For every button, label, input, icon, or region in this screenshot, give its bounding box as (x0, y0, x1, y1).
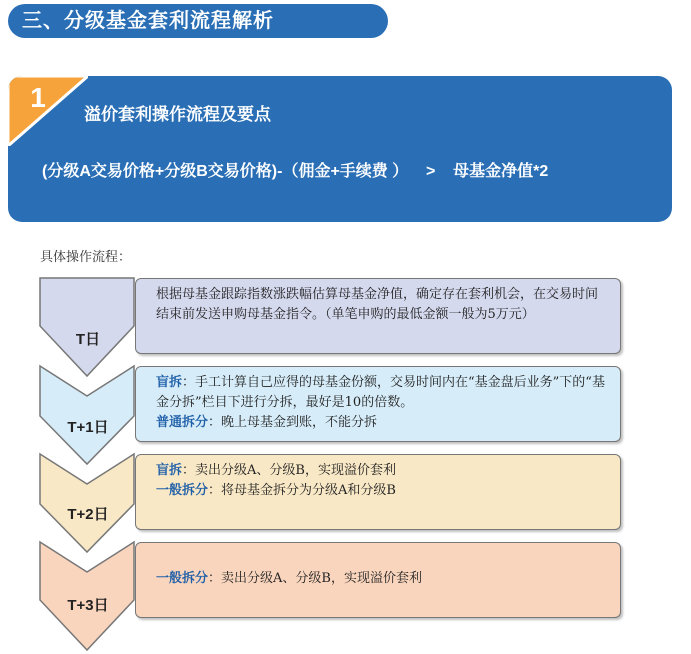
step-box-t2 (135, 454, 621, 530)
section-heading: 溢价套利操作流程及要点 (84, 105, 271, 124)
step-text-t2-a: ：卖出分级A、分级B，实现溢价套利 (182, 463, 396, 478)
step-text-t3: ：卖出分级A、分级B，实现溢价套利 (208, 571, 422, 586)
step-label-t: T日 (75, 331, 101, 348)
keyword-blind-split: 盲拆 (156, 463, 183, 478)
section-title: 三、分级基金套利流程解析 (8, 4, 388, 38)
arbitrage-formula: (分级A交易价格+分级B交易价格)-（佣金+手续费 ） > 母基金净值*2 (42, 163, 549, 180)
step-box-t1 (135, 366, 621, 442)
section-number: 1 (30, 82, 46, 113)
step-label-t3: T+3日 (67, 597, 109, 614)
step-label-t2: T+2日 (67, 506, 109, 523)
keyword-general-split: 一般拆分 (156, 483, 209, 498)
keyword-general-split: 一般拆分 (156, 571, 209, 586)
step-text-t2-b: ：将母基金拆分为分级A和分级B (208, 483, 396, 498)
step-box-t3 (135, 542, 621, 618)
step-arrow-t (40, 278, 134, 376)
step-text-t1-a: ：手工计算自己应得的母基金份额，交易时间内在“基金盘后业务”下的“基金分拆”栏目下进行分拆，最好是10的倍数。 (156, 375, 605, 410)
step-box-t (135, 278, 621, 354)
keyword-normal-split: 普通拆分 (156, 415, 209, 430)
step-text-t: 根据母基金跟踪指数涨跌幅估算母基金净值，确定存在套利机会，在交易时间结束前发送申购母基金指令。（单笔申购的最低金额一般为5万元） (156, 287, 599, 322)
process-heading: 具体操作流程： (40, 250, 132, 265)
step-arrow-t1 (40, 366, 134, 464)
keyword-blind-split: 盲拆 (156, 375, 183, 390)
step-text-t1-b: ：晚上母基金到账，不能分拆 (208, 415, 378, 430)
step-label-t1: T+1日 (67, 419, 109, 436)
